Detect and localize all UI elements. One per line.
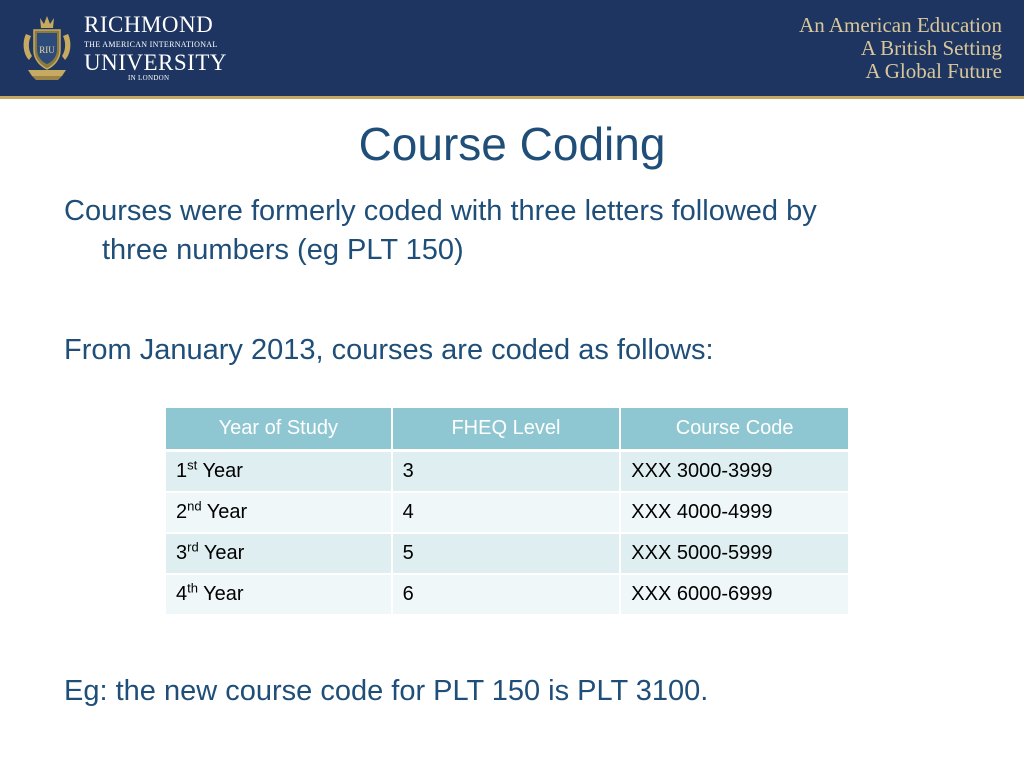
table-row xyxy=(166,492,848,533)
paragraph-line: three numbers (eg PLT 150) xyxy=(102,234,464,266)
tagline-line: An American Education xyxy=(799,13,1002,37)
cell-year xyxy=(166,492,392,533)
gold-divider xyxy=(0,96,1024,99)
cell-code: XXX 4000-4999 xyxy=(620,492,848,533)
header-year-of-study: Year of Study xyxy=(166,408,392,451)
cell-code: XXX 5000-5999 xyxy=(620,533,848,574)
cell-code: XXX 6000-6999 xyxy=(620,574,848,615)
slide-title: Course Coding xyxy=(358,118,666,170)
year-ordinal-suffix: nd xyxy=(187,498,202,514)
year-ordinal-suffix: st xyxy=(187,457,198,473)
tagline xyxy=(799,14,1002,83)
year-ordinal-suffix: th xyxy=(187,580,198,596)
paragraph-new-coding: From January 2013, courses are coded as follows: xyxy=(64,334,714,366)
logo-richmond: RICHMOND xyxy=(84,12,214,37)
year-number: 2 xyxy=(176,501,188,523)
table-header-row xyxy=(166,408,848,451)
cell-level: 5 xyxy=(392,533,621,574)
tagline-line: A British Setting xyxy=(860,36,1002,60)
year-word: Year xyxy=(201,501,248,523)
university-crest-icon xyxy=(20,12,74,82)
crest-monogram: RIU xyxy=(39,45,55,55)
year-word: Year xyxy=(197,460,243,482)
year-word: Year xyxy=(198,542,245,564)
cell-level: 4 xyxy=(392,492,621,533)
year-number: 4 xyxy=(176,583,188,605)
paragraph-example: Eg: the new course code for PLT 150 is PLT 3100. xyxy=(64,675,709,707)
tagline-line: A Global Future xyxy=(865,59,1002,83)
year-number: 1 xyxy=(176,460,188,482)
logo-american-international: THE AMERICAN INTERNATIONAL xyxy=(84,40,218,49)
cell-level: 6 xyxy=(392,574,621,615)
logo-in-london: IN LONDON xyxy=(128,74,170,82)
year-ordinal-suffix: rd xyxy=(187,539,199,555)
cell-year xyxy=(166,533,392,574)
logo-university: UNIVERSITY xyxy=(84,50,227,75)
cell-year xyxy=(166,451,392,493)
header-banner xyxy=(0,0,1024,96)
year-number: 3 xyxy=(176,542,188,564)
cell-year xyxy=(166,574,392,615)
table-row xyxy=(166,533,848,574)
year-word: Year xyxy=(197,583,244,605)
table-row xyxy=(166,574,848,615)
course-code-table xyxy=(166,408,848,616)
header-fheq-level: FHEQ Level xyxy=(392,408,621,451)
paragraph-line: Courses were formerly coded with three letters followed by xyxy=(64,195,817,227)
header-course-code: Course Code xyxy=(620,408,848,451)
paragraph-former-coding xyxy=(64,192,964,270)
table-row xyxy=(166,451,848,493)
cell-code: XXX 3000-3999 xyxy=(620,451,848,493)
cell-level: 3 xyxy=(392,451,621,493)
